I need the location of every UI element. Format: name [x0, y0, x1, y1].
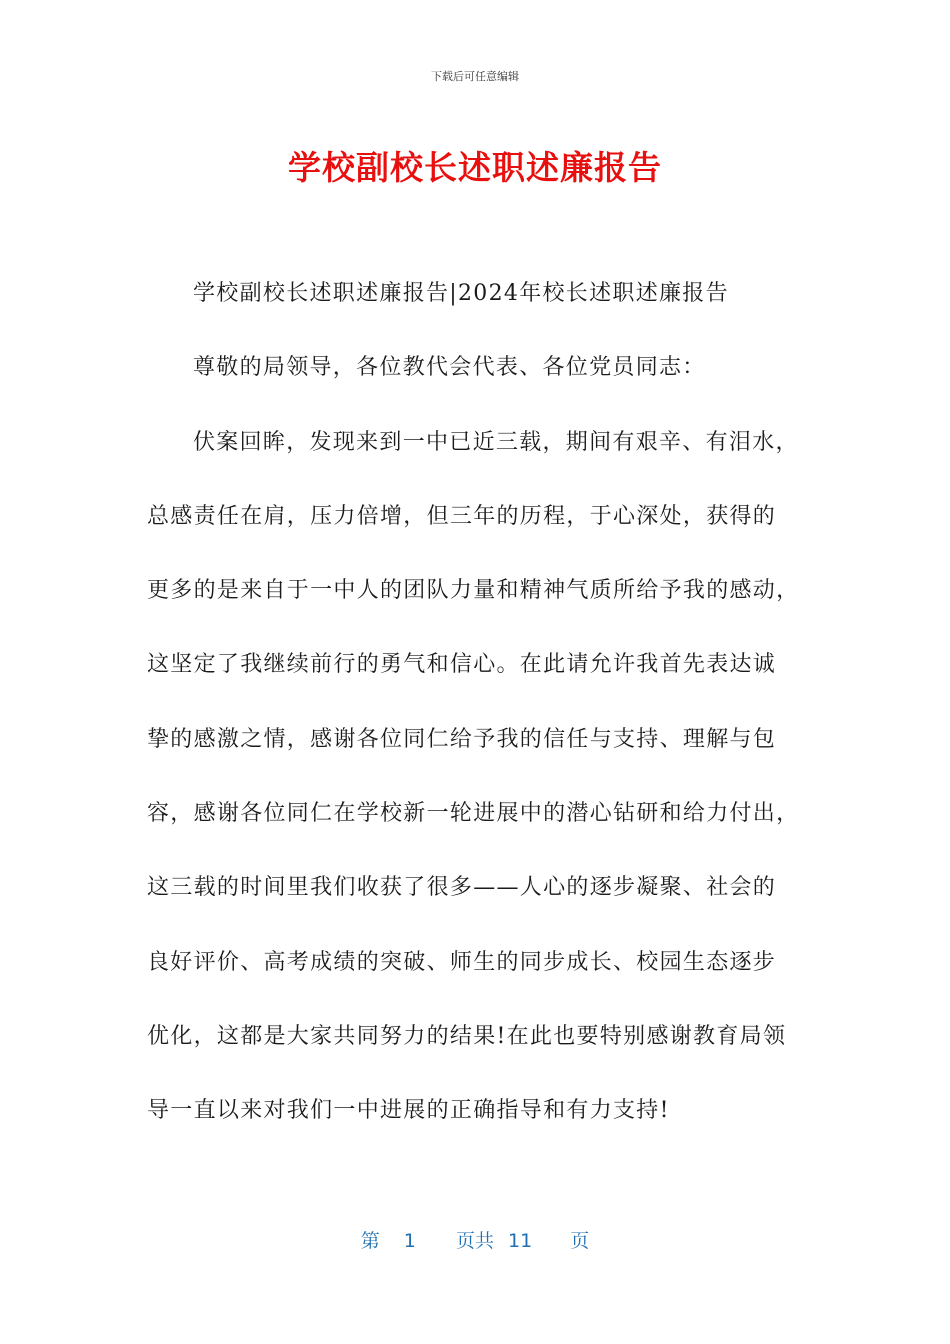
paragraph-line: 这三载的时间里我们收获了很多——人心的逐步凝聚、社会的 — [147, 875, 777, 901]
paragraph-line: 伏案回眸，发现来到一中已近三载，期间有艰辛、有泪水， — [193, 429, 799, 455]
footer-page-number: 1 — [403, 1230, 416, 1252]
paragraph-line: 总感责任在肩，压力倍增，但三年的历程，于心深处，获得的 — [147, 503, 777, 529]
paragraph-line: 导一直以来对我们一中进展的正确指导和有力支持! — [147, 1098, 670, 1124]
header-note: 下载后可任意编辑 — [431, 70, 519, 83]
paragraph-line: 挚的感激之情，感谢各位同仁给予我的信任与支持、理解与包 — [147, 726, 777, 752]
paragraph-line: 更多的是来自于一中人的团队力量和精神气质所给予我的感动， — [147, 578, 800, 604]
paragraph-line: 尊敬的局领导，各位教代会代表、各位党员同志： — [193, 355, 706, 381]
footer-total-pages: 11 — [508, 1230, 533, 1252]
paragraph-line: 这坚定了我继续前行的勇气和信心。在此请允许我首先表达诚 — [147, 652, 777, 678]
paragraph-line: 学校副校长述职述廉报告|2024年校长述职述廉报告 — [193, 281, 729, 306]
document-title: 学校副校长述职述廉报告 — [288, 148, 662, 187]
page-footer — [0, 1226, 950, 1253]
document-body — [147, 276, 807, 1168]
footer-page-middle: 页共 — [455, 1230, 494, 1252]
paragraph-line: 良好评价、高考成绩的突破、师生的同步成长、校园生态逐步 — [147, 949, 777, 975]
paragraph-line: 优化，这都是大家共同努力的结果!在此也要特别感谢教育局领 — [147, 1023, 787, 1049]
footer-page-prefix: 第 — [360, 1230, 380, 1252]
paragraph-line: 容，感谢各位同仁在学校新一轮进展中的潜心钻研和给力付出， — [147, 801, 800, 827]
footer-page-suffix: 页 — [570, 1230, 590, 1252]
